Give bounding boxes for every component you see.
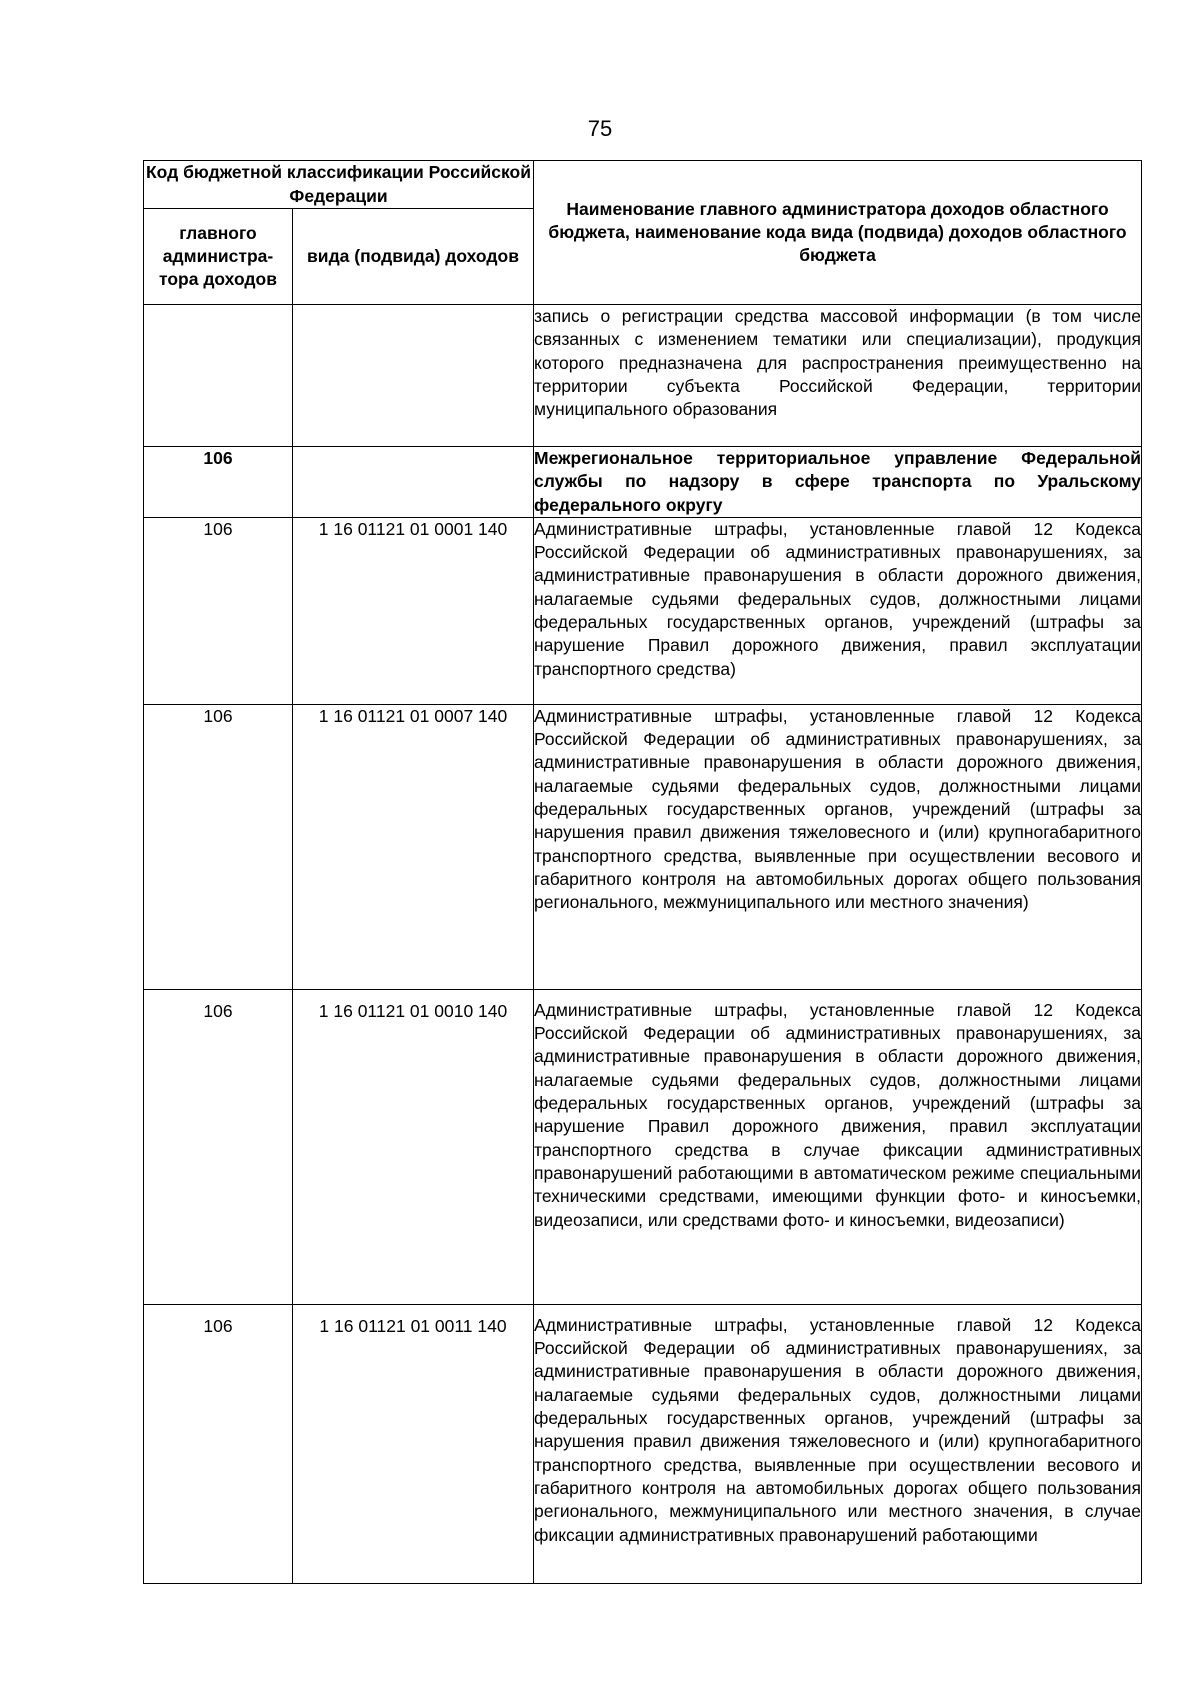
income-code-cell: 1 16 01121 01 0010 140 (293, 989, 534, 1304)
header-kbk-group: Код бюджетной классификации Российской Федерации (144, 161, 534, 209)
income-code-cell: 1 16 01121 01 0011 140 (293, 1304, 534, 1583)
income-code-cell (293, 305, 534, 447)
income-code-cell: 1 16 01121 01 0001 140 (293, 517, 534, 704)
description-cell: Административные штрафы, установленные главой 12 Кодекса Российской Федерации об административных правонарушениях, за административные правонарушения в области дорожного движения, налагаемые судьями федеральных судов, должностными лицами федеральных государственных органов, учреждений (штрафы за нарушение Правил дорожного движения, правил эксплуатации транспортного средства в случае фиксации административных правонарушений работающими в автоматическом режиме специальными техническими средствами, имеющими функции фото- и киносъемки, видеозаписи, или средствами фото- и киносъемки, видеозаписи) (534, 989, 1142, 1304)
table-row (144, 1304, 1142, 1583)
description-cell: Административные штрафы, установленные главой 12 Кодекса Российской Федерации об административных правонарушениях, за административные правонарушения в области дорожного движения, налагаемые судьями федеральных судов, должностными лицами федеральных государственных органов, учреждений (штрафы за нарушение Правил дорожного движения, правил эксплуатации транспортного средства) (534, 517, 1142, 704)
page-number: 75 (587, 116, 613, 141)
header-admin-column: главного администра-тора доходов (144, 209, 293, 305)
description-cell: Административные штрафы, установленные главой 12 Кодекса Российской Федерации об административных правонарушениях, за административные правонарушения в области дорожного движения, налагаемые судьями федеральных судов, должностными лицами федеральных государственных органов, учреждений (штрафы за нарушения правил движения тяжеловесного и (или) крупногабаритного транспортного средства, выявленные при осуществлении весового и габаритного контроля на автомобильных дорогах общего пользования регионального, межмуниципального или местного значения) (534, 704, 1142, 989)
income-code-cell (293, 447, 534, 518)
header-type-column: вида (подвида) доходов (293, 209, 534, 305)
description-cell: запись о регистрации средства массовой информации (в том числе связанных с изменением тематики или специализации), продукция которого предназначена для распространения преимущественно на территории субъекта Российской Федерации, территории муниципального образования (534, 305, 1142, 447)
admin-code-cell: 106 (144, 1304, 293, 1583)
admin-code-cell: 106 (144, 517, 293, 704)
admin-code-cell: 106 (144, 447, 293, 518)
table-row (144, 704, 1142, 989)
table-row (144, 305, 1142, 447)
admin-code-cell: 106 (144, 704, 293, 989)
description-cell: Межрегиональное территориальное управление Федеральной службы по надзору в сфере транспорта по Уральскому федерального округу (534, 447, 1142, 518)
income-code-cell: 1 16 01121 01 0007 140 (293, 704, 534, 989)
header-name-column: Наименование главного администратора доходов областного бюджета, наименование кода вида (подвида) доходов областного бюджета (534, 161, 1142, 305)
table-row (144, 989, 1142, 1304)
table-header-row (144, 161, 1142, 209)
budget-classification-table (143, 160, 1142, 1584)
admin-code-cell (144, 305, 293, 447)
description-cell: Административные штрафы, установленные главой 12 Кодекса Российской Федерации об административных правонарушениях, за административные правонарушения в области дорожного движения, налагаемые судьями федеральных судов, должностными лицами федеральных государственных органов, учреждений (штрафы за нарушения правил движения тяжеловесного и (или) крупногабаритного транспортного средства, выявленные при осуществлении весового и габаритного контроля на автомобильных дорогах общего пользования регионального, межмуниципального или местного значения, в случае фиксации административных правонарушений работающими (534, 1304, 1142, 1583)
admin-code-cell: 106 (144, 989, 293, 1304)
table-row (144, 517, 1142, 704)
table-row (144, 447, 1142, 518)
